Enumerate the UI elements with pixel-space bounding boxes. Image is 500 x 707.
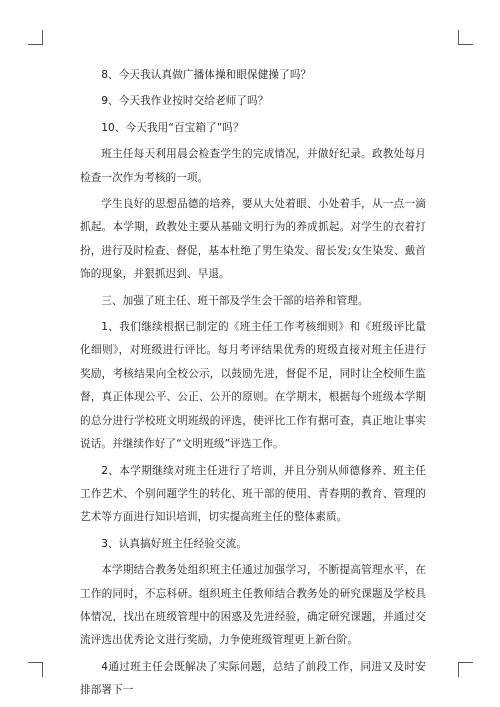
paragraph-research: 本学期结合教务处组织班主任通过加强学习，不断提高管理水平，在工作的同时，不忘科研。组织班主任教师结合教务处的研究课题及学校具体情况，找出在班级管理中的困惑及先进经验，确定研究课题，并通过交流评选出优秀论文进行奖励，力争使班级管理更上新台阶。 (80, 564, 426, 647)
paragraph-point-4: 4通过班主任会既解决了实际问题，总结了前段工作，同进又及时安排部署下一 (80, 660, 426, 697)
crop-mark-top-right (458, 30, 473, 45)
paragraph-point-3: 3、认真搞好班主任经验交流。 (101, 537, 248, 550)
paragraph-class-teacher-check: 班主任每天利用晨会检查学生的完成情况，并做好纪录。政教处每月检查一次作为考核的一项。 (80, 148, 426, 184)
section-heading-three: 三、加强了班主任、班干部及学生会干部的培养和管理。 (101, 294, 369, 307)
paragraph-point-1: 1、我们继续根据已制定的《班主任工作考核细则》和《班级评比量化细则》，对班级进行评比。每月考评结果优秀的班级直接对班主任进行奖励，考核结果向全校公示，以鼓励先进，督促不足，同时让全校师生监督，真正体现公平、公正、公开的原则。在学期末，根据每个班级本学期的总分进行学校班文明班级的评选，使评比工作有据可查，真正地让事实说话。并继续作好了“文明班级”评选工作。 (80, 321, 426, 451)
crop-mark-bottom-right (458, 662, 473, 677)
paragraph-moral-education: 学生良好的思想品德的培养，要从大处着眼、小处着手，从一点一滴抓起。本学期，政教处主要从基础文明行为的养成抓起。对学生的衣着打扮，进行及时检查、督促，基本杜绝了男生染发、留长发;女生染发、戴首饰的现象，并狠抓迟到、早退。 (80, 198, 426, 281)
crop-mark-bottom-left (28, 662, 43, 677)
document-body (80, 64, 426, 703)
paragraph-item-8: 8、今天我认真做广播体操和眼保健操了吗？ (101, 69, 312, 81)
paragraph-item-9: 9、今天我作业按时交给老师了吗？ (101, 95, 269, 108)
paragraph-item-10: 10、今天我用“百宝箱了”吗？ (101, 121, 244, 134)
crop-mark-top-left (28, 30, 43, 45)
paragraph-point-2: 2、本学期继续对班主任进行了培训，并且分别从师德修养、班主任工作艺术、个别问题学生的转化、班干部的使用、青春期的教育、管理的艺术等方面进行知识培训，切实提高班主任的整体素质。 (80, 464, 426, 524)
